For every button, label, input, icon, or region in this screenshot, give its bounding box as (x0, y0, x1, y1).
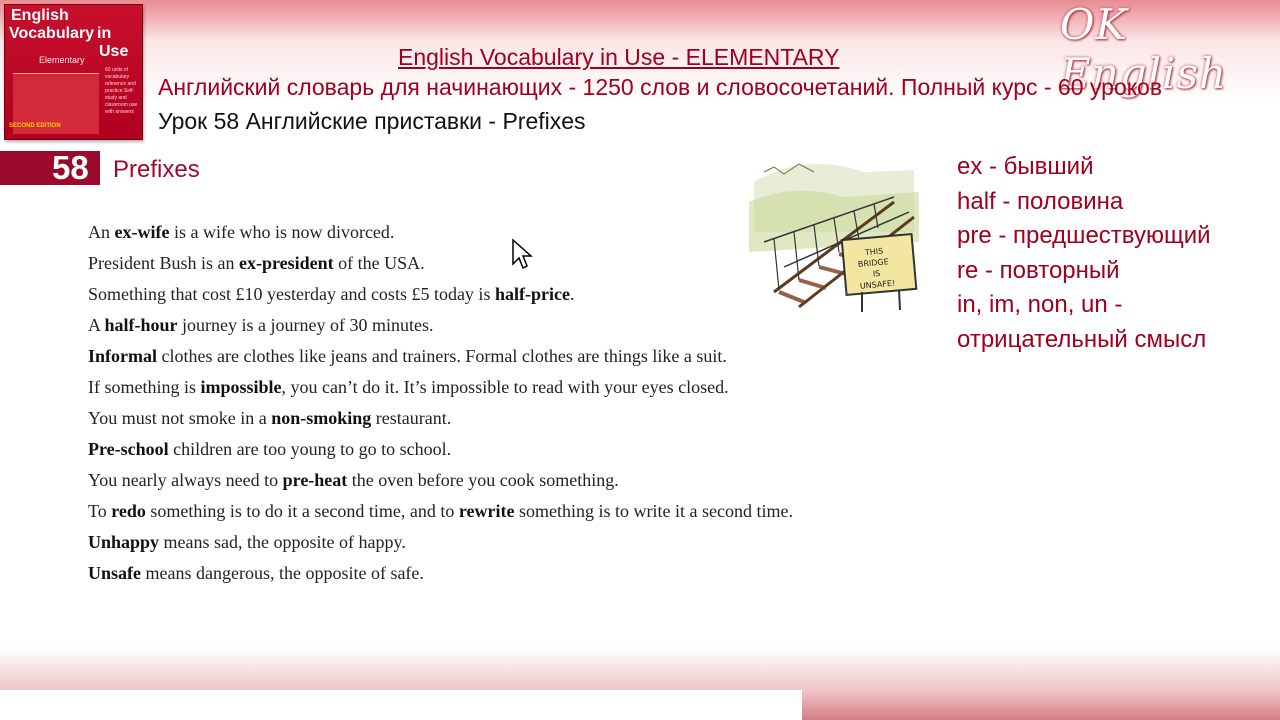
prefix-word: redo (111, 501, 146, 521)
sign-line4: UNSAFE! (859, 278, 896, 291)
prefix-glossary (957, 150, 1211, 357)
sign-line1: THIS (864, 246, 884, 258)
prefix-word: non-smoking (271, 408, 372, 428)
example-sentences (88, 220, 808, 592)
prefix-word: ex-wife (114, 222, 170, 242)
sentence-text: Something that cost £10 yesterday and costs £5 today is (88, 284, 495, 304)
sentence-text: of the USA. (333, 253, 425, 273)
example-sentence (88, 530, 808, 554)
book-subtitle: Elementary (39, 55, 85, 65)
book-title-line2: Vocabulary (9, 25, 95, 42)
example-sentence (88, 468, 808, 492)
sentence-text: children are too young to go to school. (168, 439, 452, 459)
example-sentence (88, 282, 808, 306)
sentence-text: something is to write it a second time. (514, 501, 793, 521)
gloss-negative-meaning: отрицательный смысл (957, 325, 1207, 353)
sentence-text: . (569, 284, 575, 304)
example-sentence (88, 437, 808, 461)
book-title-line1: English (11, 7, 69, 24)
prefix-word: impossible (200, 377, 282, 397)
bottom-white-panel (0, 690, 802, 720)
prefix-word: Informal (88, 346, 157, 366)
unit-title: Prefixes (113, 156, 200, 183)
gloss-half: half - половина (957, 187, 1124, 215)
book-title-line3: in (97, 25, 112, 42)
example-sentence (88, 344, 808, 368)
sentence-text: clothes are clothes like jeans and trainers. Formal clothes are things like a suit. (157, 346, 727, 366)
mouse-cursor-icon (511, 238, 533, 270)
unsafe-bridge-illustration (744, 142, 924, 314)
prefix-word: Unhappy (88, 532, 160, 552)
sentence-text: , you can’t do it. It’s impossible to read with your eyes closed. (281, 377, 729, 397)
ok-english-logo: OK English (1060, 0, 1228, 98)
sentence-text: the oven before you cook something. (347, 470, 619, 490)
sentence-text: A (88, 315, 105, 335)
sentence-text: An (88, 222, 115, 242)
sign-line2: BRIDGE (857, 257, 890, 269)
gloss-ex: ex - бывший (957, 153, 1094, 180)
course-subtitle: Английский словарь для начинающих - 1250 слов и словосочетаний. Полный курс - 60 уроков (158, 74, 1163, 100)
prefix-word: half-hour (104, 315, 178, 335)
sentence-text: restaurant. (371, 408, 452, 428)
example-sentence (88, 220, 808, 244)
sentence-text: journey is a journey of 30 minutes. (177, 315, 434, 335)
book-title-line4: Use (99, 43, 129, 60)
prefix-word: Pre-school (88, 439, 169, 459)
prefix-word: pre-heat (282, 470, 348, 490)
sentence-text: You nearly always need to (88, 470, 283, 490)
example-sentence (88, 406, 808, 430)
example-sentence (88, 499, 808, 523)
sentence-text: means dangerous, the opposite of safe. (141, 563, 424, 583)
unit-number: 58 (52, 149, 89, 186)
sentence-text: President Bush is an (88, 253, 239, 273)
prefix-word: ex-president (239, 253, 334, 273)
prefix-word: half-price (494, 284, 570, 304)
gloss-negative-prefixes: in, im, non, un - (957, 291, 1123, 318)
gloss-re: re - повторный (957, 256, 1120, 284)
sentence-text: means sad, the opposite of happy. (159, 532, 406, 552)
course-title: English Vocabulary in Use - ELEMENTARY (398, 44, 840, 70)
sentence-text: If something is (88, 377, 201, 397)
book-edition: SECOND EDITION (9, 123, 61, 129)
gloss-pre: pre - предшествующий (957, 222, 1211, 249)
sentence-text: To (88, 501, 112, 521)
example-sentence (88, 375, 808, 399)
sentence-text: is a wife who is now divorced. (169, 222, 395, 242)
example-sentence (88, 251, 808, 275)
prefix-word: Unsafe (88, 563, 141, 583)
book-cover (4, 4, 143, 140)
prefix-word: rewrite (458, 501, 515, 521)
book-blurb: 60 units of vocabulary reference and practice Self-study and classroom use with answers (105, 67, 138, 115)
sentence-text: something is to do it a second time, and to (145, 501, 459, 521)
example-sentence (88, 313, 808, 337)
sentence-text: You must not smoke in a (88, 408, 272, 428)
lesson-title: Урок 58 Английские приставки - Prefixes (158, 108, 586, 134)
sign-line3: IS (872, 268, 881, 279)
example-sentence (88, 561, 808, 585)
